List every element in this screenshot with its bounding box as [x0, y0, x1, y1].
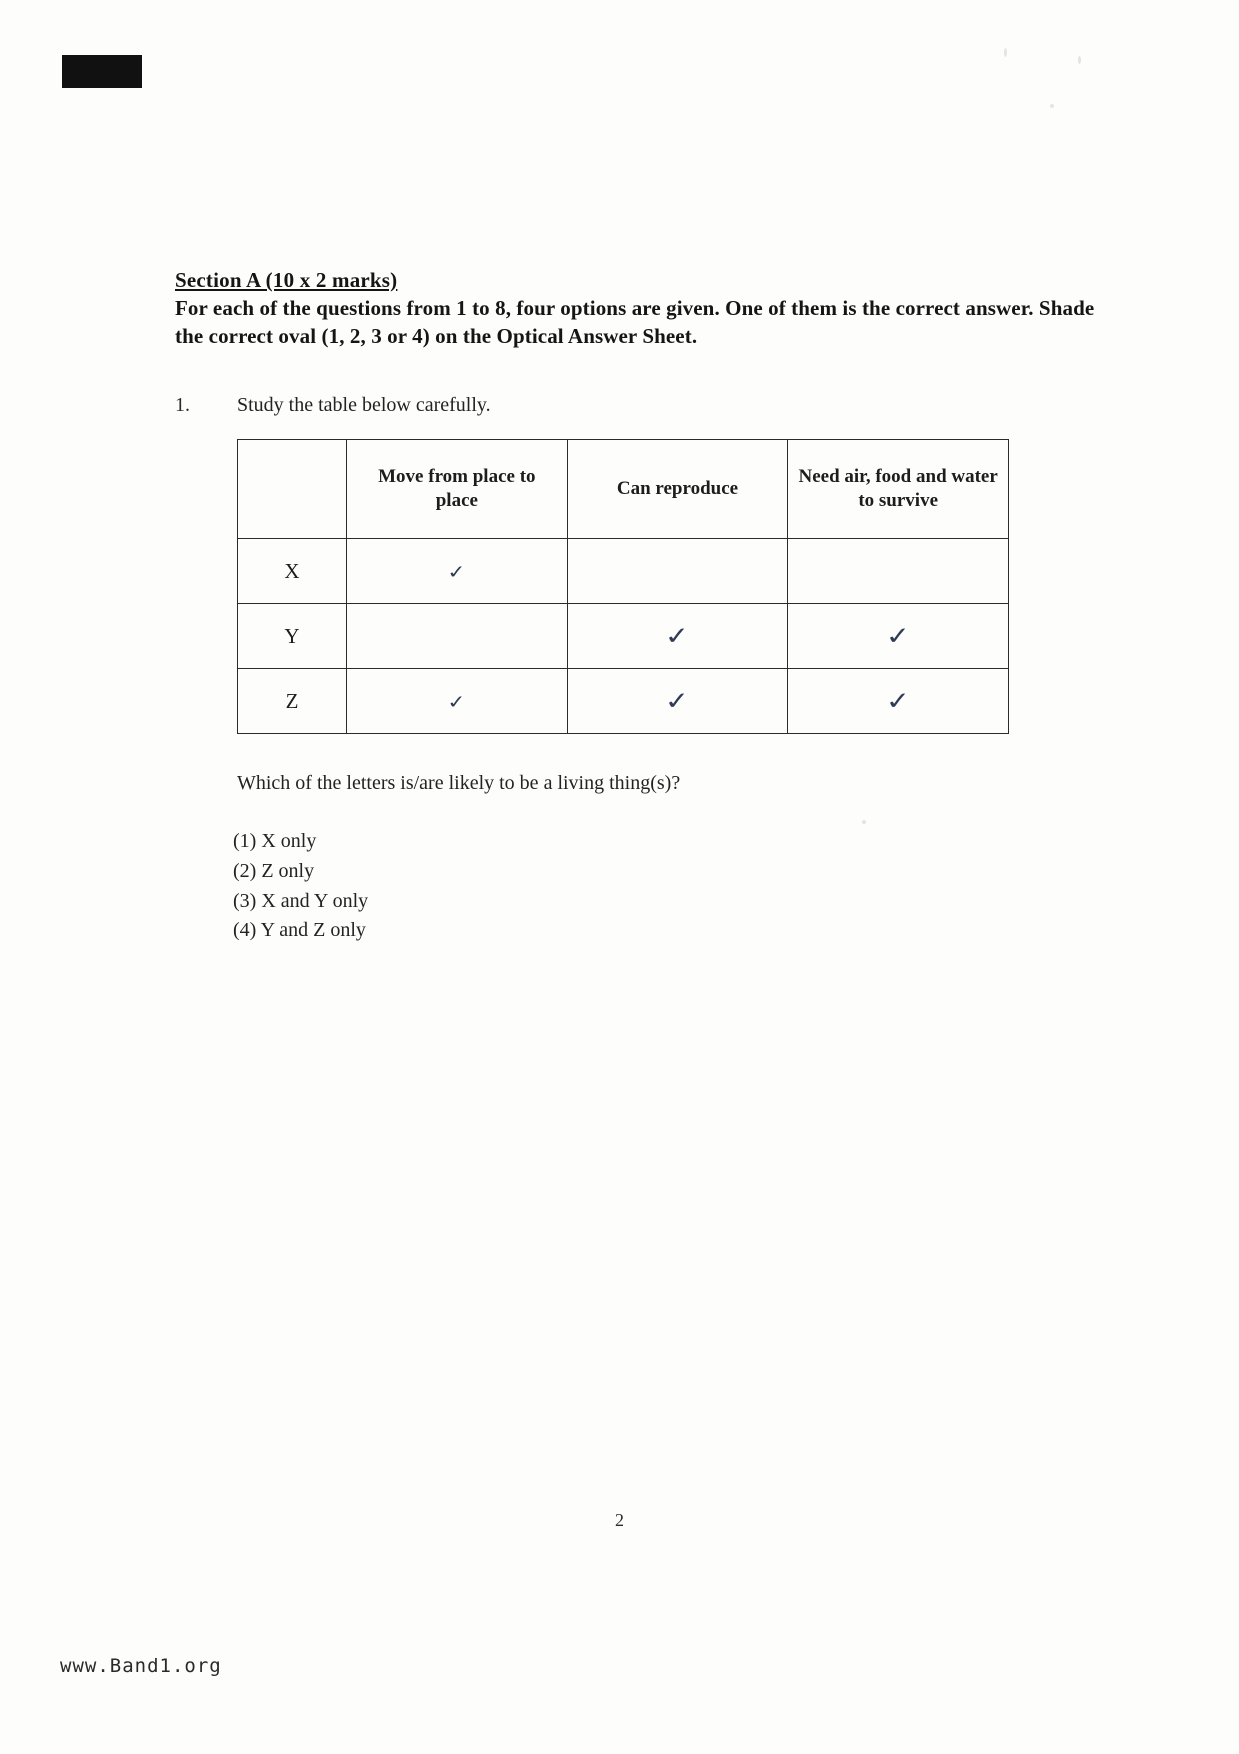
check-icon: ✓: [446, 691, 468, 714]
redaction-block: [62, 55, 142, 88]
check-icon: ✓: [663, 621, 692, 652]
section-heading: Section A (10 x 2 marks): [175, 268, 398, 292]
row-label-x: X: [238, 539, 347, 604]
cell-y-move: [347, 604, 568, 669]
page-content: [175, 268, 1105, 946]
row-label-y: Y: [238, 604, 347, 669]
option-1[interactable]: (1) X only: [233, 830, 317, 853]
footer-watermark: www.Band1.org: [60, 1655, 222, 1677]
option-3[interactable]: (3) X and Y only: [233, 889, 369, 912]
table-header-row: [238, 440, 1009, 539]
cell-z-reproduce: [567, 669, 788, 734]
page-number: 2: [615, 1510, 624, 1530]
check-icon: ✓: [884, 686, 912, 717]
section-instructions: For each of the questions from 1 to 8, four options are given. One of them is the correct answer. Shade the correct oval (1, 2, 3 or 4) on the Optical Answer Sheet.: [175, 296, 1095, 348]
cell-y-needs: [788, 604, 1009, 669]
scan-speckle: [1050, 104, 1054, 108]
question-number: 1.: [175, 394, 190, 417]
row-label-z: Z: [238, 669, 347, 734]
scan-speckle: [1004, 48, 1007, 57]
cell-z-move: [347, 669, 568, 734]
question-stem: Study the table below carefully.: [237, 394, 491, 417]
question-1: [175, 394, 1105, 417]
cell-x-move: [347, 539, 568, 604]
cell-z-needs: [788, 669, 1009, 734]
option-2[interactable]: (2) Z only: [233, 860, 315, 883]
check-icon: ✓: [884, 621, 912, 652]
question-table: [237, 439, 1009, 734]
table-row: [238, 669, 1009, 734]
cell-x-needs: [788, 539, 1009, 604]
answer-options: [233, 827, 1105, 945]
option-4[interactable]: (4) Y and Z only: [233, 919, 366, 942]
table-row: [238, 539, 1009, 604]
check-icon: ✓: [663, 686, 692, 717]
table-row: [238, 604, 1009, 669]
check-icon: ✓: [446, 561, 468, 584]
cell-y-reproduce: [567, 604, 788, 669]
table-header-move: Move from place to place: [347, 440, 568, 539]
table-header-reproduce: Can reproduce: [567, 440, 788, 539]
scan-speckle: [1078, 56, 1081, 64]
table-corner-cell: [238, 440, 347, 539]
table-header-needs: Need air, food and water to survive: [788, 440, 1009, 539]
question-table-wrapper: [237, 439, 1009, 734]
cell-x-reproduce: [567, 539, 788, 604]
question-follow-up: Which of the letters is/are likely to be a living thing(s)?: [237, 772, 681, 795]
